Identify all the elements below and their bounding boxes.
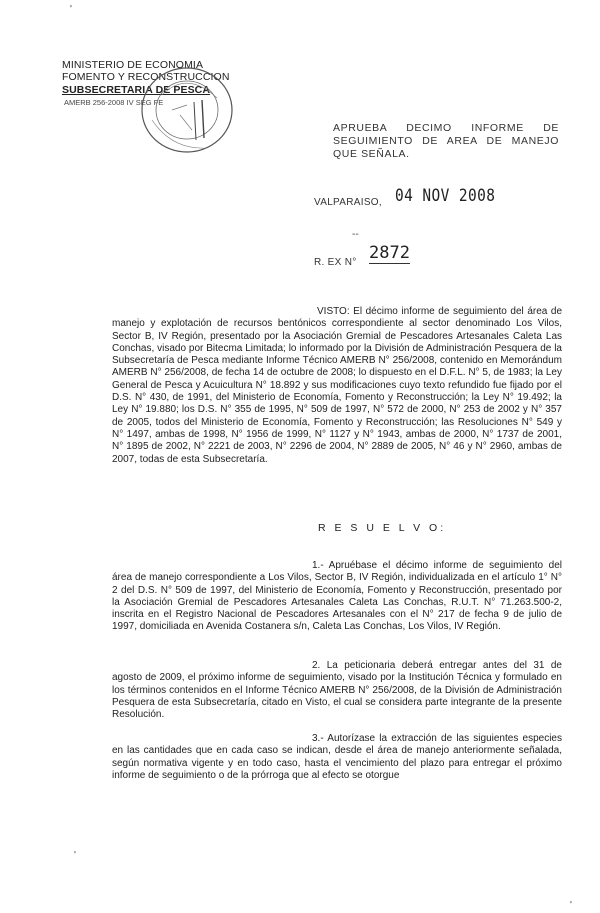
corner-mark-bottom: ' [570,900,572,911]
subsecretaria-line: SUBSECRETARIA DE PESCA [62,84,211,96]
resolution-paragraph-1 [112,560,562,634]
margin-mark: ' [74,850,76,861]
resolution-paragraph-3 [112,733,562,782]
place-label: VALPARAISO, [314,197,382,208]
date-stamp: 04 NOV 2008 [395,186,496,206]
resuelvo-heading: R E S U E L V O: [318,522,447,534]
paragraph-2-text: 2. La peticionaria deberá entregar antes del 31 de agosto de 2009, el próximo informe de seguimiento, visado por la Institución Técnica y formulado en los términos contenidos en el Informe Técnico AMERB N° 256/2008, de la División de Administración Pesquera de esta Subsecretaría, citado en Visto, el cual se considera parte integrante de la presente Resolución. [112,660,562,721]
reference-code: AMERB 256-2008 IV SEG FE [64,98,164,107]
ministry-line-1: MINISTERIO DE ECONOMIA [62,59,204,71]
visto-paragraph [112,306,562,466]
resolution-paragraph-2 [112,660,562,721]
resolution-label: R. EX N° [314,257,357,268]
ministry-line-2: FOMENTO Y RECONSTRUCCION [62,71,230,83]
official-seal-stamp [132,60,242,160]
paragraph-3-text: 3.- Autorízase la extracción de las siguientes especies en las cantidades que en cada caso se indican, desde el área de manejo anteriormente señalada, según normativa vigente y en todo caso, hasta el vencimiento del plazo para entregar el próximo informe de seguimiento o de la prórroga que al efecto se otorgue [112,733,562,781]
visto-text: VISTO: El décimo informe de seguimiento del área de manejo y explotación de recursos bentónicos correspondiente al sector denominado Los Vilos, Sector B, IV Región, presentado por la Asociación Gremial de Pescadores Artesanales Caleta Las Conchas, visado por Bitecma Limitada; lo informado por la División de Administración Pesquera de la Subsecretaría de Pesca mediante Informe Técnico AMERB N° 256/2008, contenido en Memorándum AMERB N° 256/2008, de fecha 14 de octubre de 2008; lo dispuesto en el D.F.L. N° 5, de 1983; la Ley General de Pesca y Acuicultura N° 18.892 y sus modificaciones cuyo texto refundido fue fijado por el D.S. N° 430, de 1991, del Ministerio de Economía, Fomento y Reconstrucción; la Ley N° 19.492; la Ley N° 19.880; los D.S. N° 355 de 1995, N° 509 de 1997, N° 572 de 2000, N° 253 de 2002 y N° 357 de 2005, todos del Ministerio de Economía, Fomento y Reconstrucción; las Resoluciones N° 549 y N° 1497, ambas de 1998, N° 1956 de 1999, N° 1127 y N° 1943, ambas de 2000, N° 1737 de 2001, N° 1895 de 2002, N° 2221 de 2003, N° 2296 de 2004, N° 2889 de 2005, N° 46 y N° 2960, ambas de 2007, todas de esta Subsecretaría. [112,306,562,465]
paragraph-1-text: 1.- Apruébase el décimo informe de seguimiento del área de manejo correspondiente a Los Vilos, Sector B, IV Región, individualizada en el artículo 1° N° 2 del D.S. N° 509 de 1997, del Ministerio de Economía, Fomento y Reconstrucción, presentado por la Asociación Gremial de Pescadores Artesanales Caleta Las Conchas, R.U.T. N° 71.263.500-2, inscrita en el Registro Nacional de Pescadores Artesanales con el N° 217 de fecha 9 de julio de 1997, domiciliada en Avenida Costanera s/n, Caleta Las Conchas, Los Vilos, IV Región. [112,560,562,633]
document-subject: APRUEBA DECIMO INFORME DE SEGUIMIENTO DE AREA DE MANEJO QUE SEÑALA. [333,122,559,160]
resolution-number: 2872 [369,243,410,263]
corner-mark: ' [70,4,72,15]
dash-mark: -- [352,229,359,240]
